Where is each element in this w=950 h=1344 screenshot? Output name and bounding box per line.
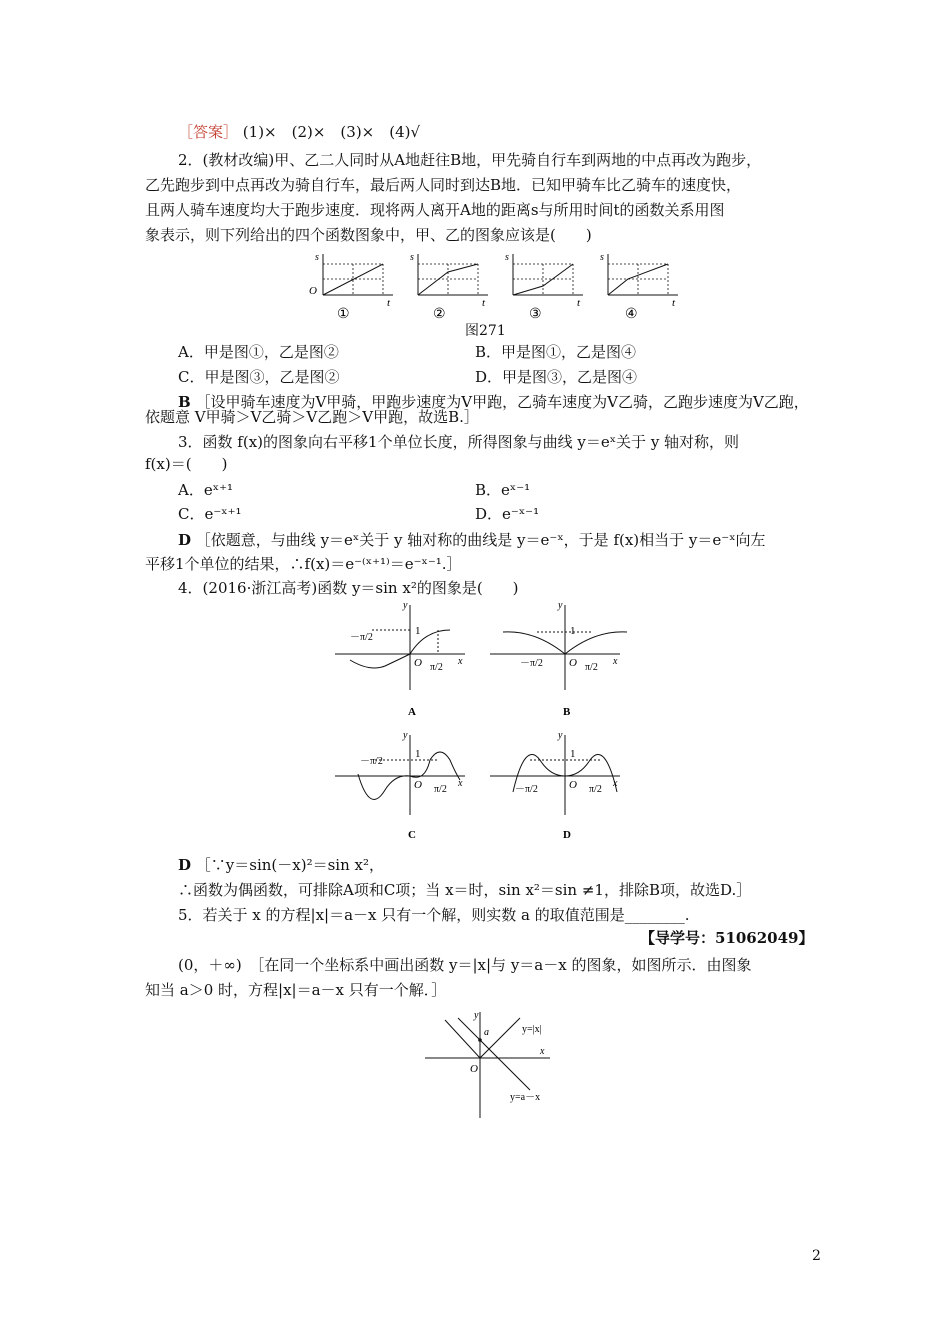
answer-text: (1)× (2)× (3)× (4)√ [242,123,421,141]
svg-text:O: O [569,779,577,791]
svg-text:π/2: π/2 [585,662,598,673]
svg-text:1: 1 [570,748,576,760]
svg-text:－π/2: －π/2 [515,784,538,795]
fig-label-3: ③ [529,307,542,322]
svg-text:x: x [458,778,463,789]
q3-option-a: A．eˣ⁺¹ [178,481,233,499]
s-label: s [315,252,319,263]
svg-text:y: y [558,730,563,741]
q2-graph-1 [315,252,393,309]
svg-text:C: C [408,829,416,841]
svg-text:t: t [672,297,676,309]
svg-text:x: x [540,1046,545,1057]
q4-graph-b [490,600,627,718]
svg-text:x: x [458,656,463,667]
q2-graph-4 [600,252,678,309]
svg-text:π/2: π/2 [434,784,447,795]
q4-graph-a [335,600,465,718]
svg-text:y: y [558,600,563,611]
svg-text:O: O [470,1063,478,1075]
t-label: t [387,297,391,309]
q2-caption: 图271 [465,323,506,339]
fig-label-2: ② [433,307,446,322]
q4-graph-c [335,730,465,841]
fig-label-1: ① [337,307,350,322]
q2-graph-2 [410,252,488,309]
svg-text:t: t [482,297,486,309]
q5-graph [420,1008,580,1128]
svg-text:1: 1 [415,748,421,760]
svg-text:t: t [577,297,581,309]
q2-solution-2: 依题意 V甲骑＞V乙骑＞V乙跑＞V甲跑，故选B.］ [145,408,479,426]
svg-text:O: O [569,657,577,669]
svg-text:1: 1 [570,625,576,637]
q2-line-3: 且两人骑车速度均大于跑步速度．现将两人离开A地的距离s与所用时间t的函数关系用图 [145,201,725,219]
svg-text:A: A [408,706,416,718]
svg-text:－π/2: －π/2 [360,756,383,767]
svg-text:B: B [563,706,571,718]
svg-text:D: D [563,829,571,841]
svg-text:O: O [414,779,422,791]
q3-solution-1: D ［依题意，与曲线 y＝eˣ关于 y 轴对称的曲线是 y＝e⁻ˣ，于是 f(x)相当于 y＝e⁻ˣ向左 [178,531,766,549]
svg-text:－π/2: －π/2 [350,632,373,643]
q3-option-d: D．e⁻ˣ⁻¹ [475,505,540,523]
answer-tag: ［答案］ [178,123,239,141]
q4-graph-d [490,730,620,841]
svg-text:x: x [613,656,618,667]
svg-text:π/2: π/2 [589,784,602,795]
q2-solution-1: B ［设甲骑车速度为V甲骑，甲跑步速度为V甲跑，乙骑车速度为V乙骑，乙跑步速度为V乙跑， [178,393,809,411]
q4-solution-2: ∴函数为偶函数，可排除A项和C项；当 x＝时，sin x²＝sin ≠1，排除B项，故选D.］ [178,881,752,899]
q4-graphs [330,600,630,850]
origin-o: O [309,285,317,297]
svg-text:x: x [613,778,618,789]
q2-option-d: D．甲是图③，乙是图④ [475,368,638,386]
q2-figure-group [305,250,685,322]
q5-line: 5．若关于 x 的方程|x|＝a－x 只有一个解，则实数 a 的取值范围是________. [178,906,690,924]
q2-line-4: 象表示，则下列给出的四个函数图象中，甲、乙的图象应该是( ) [145,226,592,244]
svg-text:O: O [414,657,422,669]
q2-line-2: 乙先跑步到中点再改为骑自行车，最后两人同时到达B地．已知甲骑车比乙骑车的速度快， [145,176,742,194]
page-number: 2 [812,1248,821,1264]
q2-graph-3 [505,252,583,309]
q2-option-a: A．甲是图①，乙是图② [178,343,339,361]
svg-text:s: s [505,252,509,263]
q2-solution-letter: B [178,393,191,411]
q4-solution-1: D ［∵y＝sin(－x)²＝sin x²， [178,856,385,874]
q3-solution-2: 平移1个单位的结果，∴f(x)＝e⁻⁽ˣ⁺¹⁾＝e⁻ˣ⁻¹.］ [145,555,462,573]
svg-text:s: s [600,252,604,263]
q2-option-c: C．甲是图③，乙是图② [178,368,340,386]
svg-text:y: y [403,730,408,741]
q3-line-2: f(x)＝( ) [145,455,228,473]
q3-line-1: 3．函数 f(x)的图象向右平移1个单位长度，所得图象与曲线 y＝eˣ关于 y 轴对称，则 [178,433,740,451]
svg-text:y: y [403,600,408,611]
svg-text:y=|x|: y=|x| [522,1024,542,1035]
q2-line-1: 2．(教材改编)甲、乙二人同时从A地赶往B地，甲先骑自行车到两地的中点再改为跑步， [178,151,762,169]
q4-line: 4．(2016·浙江高考)函数 y＝sin x²的图象是( ) [178,579,519,597]
q5-guide-number: 【导学号：51062049】 [640,929,814,947]
svg-text:y=a－x: y=a－x [510,1092,541,1103]
q2-option-b: B．甲是图①，乙是图④ [475,343,637,361]
svg-text:1: 1 [415,625,421,637]
fig-label-4: ④ [625,307,638,322]
q5-solution-1: (0，＋∞) ［在同一个坐标系中画出函数 y＝|x|与 y＝a－x 的图象，如图所示．由图象 [178,956,752,974]
q3-option-b: B．eˣ⁻¹ [475,481,531,499]
svg-text:y: y [474,1010,479,1021]
svg-text:a: a [484,1027,489,1038]
q5-solution-2: 知当 a＞0 时，方程|x|＝a－x 只有一个解．］ [145,981,447,999]
svg-text:s: s [410,252,414,263]
q3-option-c: C．e⁻ˣ⁺¹ [178,505,242,523]
svg-text:－π/2: －π/2 [520,658,543,669]
q1-answer [178,122,420,142]
svg-text:π/2: π/2 [430,662,443,673]
